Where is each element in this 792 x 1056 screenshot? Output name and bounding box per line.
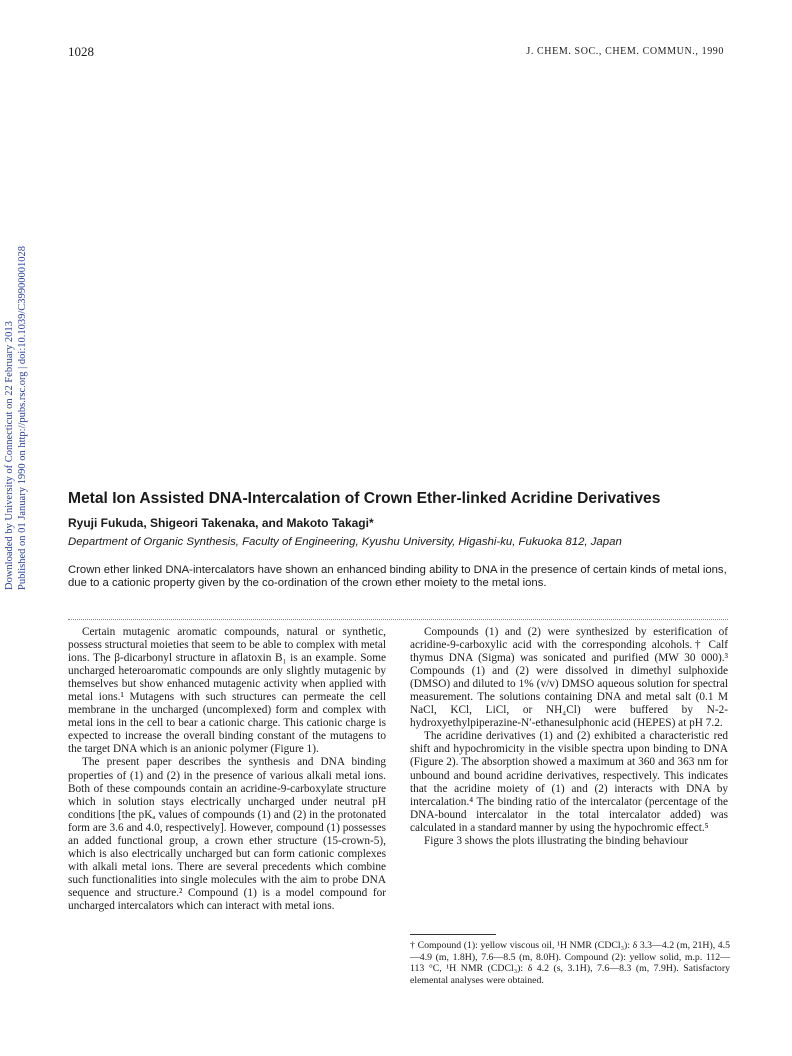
article-affiliation: Department of Organic Synthesis, Faculty of Engineering, Kyushu University, Higashi-ku, Fukuoka 812, Japan (68, 536, 622, 548)
article-title: Metal Ion Assisted DNA-Intercalation of Crown Ether-linked Acridine Derivatives (68, 490, 661, 507)
article-authors: Ryuji Fukuda, Shigeori Takenaka, and Makoto Takagi* (68, 516, 374, 530)
watermark-line-2[interactable]: Published on 01 January 1990 on http://pubs.rsc.org | doi:10.1039/C39900001028 (16, 245, 28, 590)
watermark-line-1[interactable]: Downloaded by University of Connecticut on 22 February 2013 (4, 321, 15, 590)
article-abstract: Crown ether linked DNA-intercalators have shown an enhanced binding ability to DNA in the presence of certain kinds of metal ions, due to a cationic property given by the co-ordination of the crown ether moiety to the metal ions. (68, 564, 727, 590)
journal-running-head: J. CHEM. SOC., CHEM. COMMUN., 1990 (526, 46, 724, 57)
abstract-divider (68, 619, 728, 620)
footnote-rule (410, 934, 496, 935)
body-paragraph: The present paper describes the synthesis and DNA binding properties of (1) and (2) in the presence of various alkali metal ions. Both of these compounds contain an acridine-9-carboxylate structure which in solution stays electrically uncharged under neutral pH conditions [the pKₐ values of compounds (1) and (2) in the protonated form are 3.6 and 4.0, respectively]. However, compound (1) possesses an added functional group, a crown ether structure (15-crown-5), which is also electrically uncharged but can form cationic complexes with alkali metal ions. There are several precedents which combine such functionalities into single molecules with the aim to probe DNA sequence and structure.² Compound (1) is a model compound for uncharged intercalators which can interact with metal ions. (68, 756, 386, 912)
footnote: † Compound (1): yellow viscous oil, ¹H NMR (CDCl₃): δ 3.3—4.2 (m, 21H), 4.5—4.9 (m, 1.8H), 7.6—8.5 (m, 8.0H). Compound (2): yellow solid, m.p. 112—113 °C, ¹H NMR (CDCl₃): δ 4.2 (s, 3.1H), 7.6—8.3 (m, 7.9H). Satisfactory elemental analyses were obtained. (410, 940, 730, 986)
page-number: 1028 (68, 44, 94, 59)
body-column-left (68, 626, 386, 913)
body-paragraph: Certain mutagenic aromatic compounds, natural or synthetic, possess structural moieties that seem to be able to complex with metal ions. The β-dicarbonyl structure in aflatoxin B₁ is an example. Some uncharged heteroaromatic compounds are only slightly mutagenic by themselves but show enhanced mutagenic activity when applied with metal ions.¹ Mutagens with such structures can permeate the cell membrane in the uncharged (uncomplexed) form and complex with metal ions in the cell to bear a cationic charge. This cationic charge is expected to increase the overall binding constant of the mutagens to the target DNA which is an anionic polymer (Figure 1). (68, 626, 386, 756)
body-column-right (410, 626, 728, 848)
body-paragraph: The acridine derivatives (1) and (2) exhibited a characteristic red shift and hypochromicity in the visible spectra upon binding to DNA (Figure 2). The absorption showed a maximum at 360 and 363 nm for unbound and bound acridine derivatives, respectively. This indicates that the acridine moiety of (1) and (2) interacts with DNA by intercalation.⁴ The binding ratio of the intercalator (percentage of the DNA-bound intercalator in the total intercalator added) was calculated in a standard manner by using the hypochromic effect.⁵ (410, 730, 728, 834)
body-paragraph: Figure 3 shows the plots illustrating the binding behaviour (424, 834, 689, 847)
download-watermark (4, 246, 29, 590)
body-paragraph: Compounds (1) and (2) were synthesized by esterification of acridine-9-carboxylic acid with the corresponding alcohols.† Calf thymus DNA (Sigma) was sonicated and purified (MW 30 000).³ Compounds (1) and (2) were dissolved in dimethyl sulphoxide (DMSO) and diluted to 1% (v/v) DMSO aqueous solution for spectral measurement. The solutions containing DNA and metal salt (0.1 M NaCl, KCl, LiCl, or NH₄Cl) were buffered by N-2-hydroxyethylpiperazine-N′-ethanesulphonic acid (HEPES) at pH 7.2. (410, 626, 728, 730)
